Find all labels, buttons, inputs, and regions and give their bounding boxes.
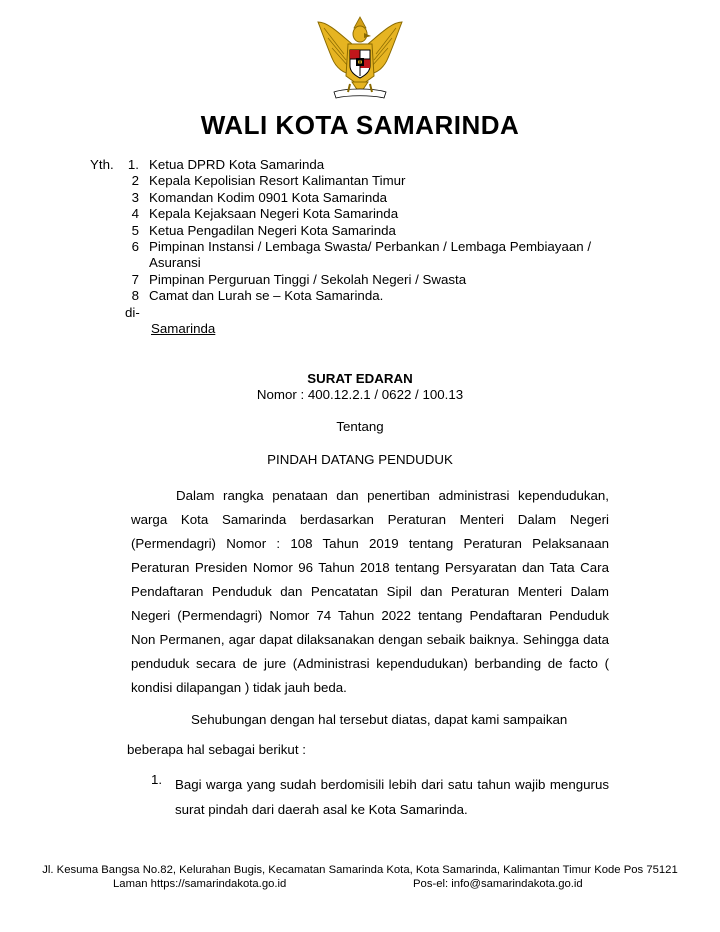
garuda-pancasila-emblem xyxy=(314,14,406,106)
recipient-number: 5 xyxy=(131,222,139,238)
recipient-text: Ketua DPRD Kota Samarinda xyxy=(149,157,325,172)
recipient-text: Ketua Pengadilan Negeri Kota Samarinda xyxy=(149,222,396,238)
recipient-number: 7 xyxy=(131,271,139,287)
letterhead-title: WALI KOTA SAMARINDA xyxy=(200,110,520,140)
body-paragraph-1: Dalam rangka penataan dan penertiban administrasi kependudukan, warga Kota Samarinda berdasarkan Peraturan Menteri Dalam Negeri (Permendagri) Nomor : 108 Tahun 2019 tentang Peraturan Pelaksanaan Peraturan Presiden Nomor 96 Tahun 2018 tentang Persyaratan dan Tata Cara Pendaftaran Penduduk dan Pencatatan Sipil dan Peraturan Menteri Dalam Negeri (Permendagri) Nomor 74 Tahun 2022 tentang Pendaftaran Penduduk Non Permanen, agar dapat dilaksanakan dengan sebaik baiknya. Sehingga data penduduk secara de jure (Administrasi kependudukan) berbanding de facto ( kondisi dilapangan ) tidak jauh beda. xyxy=(131,488,609,695)
destination-city: Samarinda xyxy=(151,321,216,336)
recipient-number: 1. xyxy=(127,157,139,172)
recipient-number: 2 xyxy=(131,173,139,189)
list-item-text: Bagi warga yang sudah berdomisili lebih dari satu tahun wajib mengurus surat pindah dari daerah asal ke Kota Samarinda. xyxy=(175,777,609,817)
recipient-number: 4 xyxy=(131,206,139,222)
recipient-number: 3 xyxy=(131,189,139,205)
footer-email: Pos-el: info@samarindakota.go.id xyxy=(413,878,583,890)
body-paragraph-2-line-1: Sehubungan dengan hal tersebut diatas, dapat kami sampaikan xyxy=(191,712,568,727)
recipient-text: Komandan Kodim 0901 Kota Samarinda xyxy=(149,189,388,205)
letter-number: Nomor : 400.12.2.1 / 0622 / 100.13 xyxy=(256,387,464,402)
letter-title: SURAT EDARAN xyxy=(307,371,413,386)
recipient-number: 8 xyxy=(131,288,139,304)
salutation: Yth. xyxy=(90,157,114,172)
recipient-text: Pimpinan Perguruan Tinggi / Sekolah Negeri / Swasta xyxy=(149,271,467,287)
recipient-text: Pimpinan Instansi / Lembaga Swasta/ Perbankan / Lembaga Pembiayaan / xyxy=(149,239,592,254)
recipient-text: Camat dan Lurah se – Kota Samarinda. xyxy=(149,288,384,304)
footer-website: Laman https://samarindakota.go.id xyxy=(113,878,287,890)
di-label: di- xyxy=(125,305,140,320)
about-label: Tentang xyxy=(336,419,384,434)
footer-address: Jl. Kesuma Bangsa No.82, Kelurahan Bugis, Kecamatan Samarinda Kota, Kota Samarinda, Kalimantan Timur Kode Pos 75121 xyxy=(42,864,678,876)
recipient-number: 6 xyxy=(131,239,139,254)
list-item-number: 1. xyxy=(151,772,163,787)
body-paragraph-2-line-2: beberapa hal sebagai berikut : xyxy=(127,742,306,757)
letter-subject: PINDAH DATANG PENDUDUK xyxy=(267,452,453,467)
recipient-text: Kepala Kepolisian Resort Kalimantan Timur xyxy=(149,173,406,189)
recipient-text: Asuransi xyxy=(149,255,201,271)
recipient-text: Kepala Kejaksaan Negeri Kota Samarinda xyxy=(149,206,399,222)
